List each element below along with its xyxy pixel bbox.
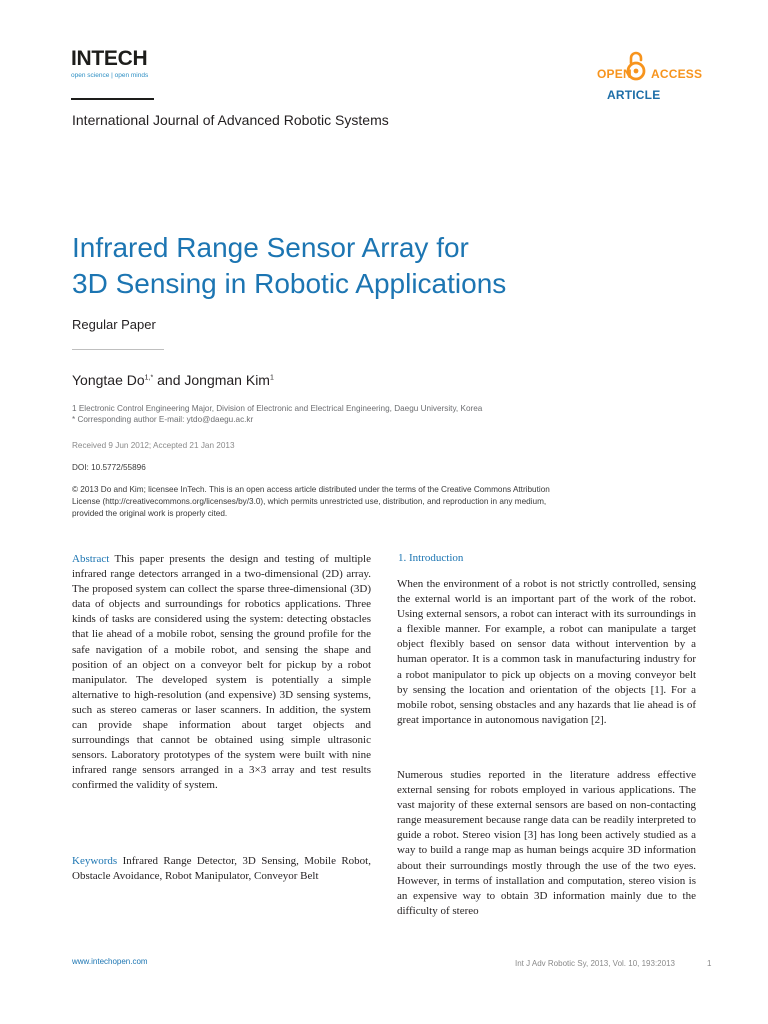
publisher-logo	[71, 48, 155, 80]
logo-tagline: open science | open minds	[71, 72, 149, 79]
paper-type-rule	[72, 349, 164, 350]
author-list	[72, 372, 274, 388]
open-access-lock-icon	[626, 51, 646, 81]
license-statement: © 2013 Do and Kim; licensee InTech. This is an open access article distributed under the terms of the Creative Commons Attribution License (http://creativecommons.org/licenses/by/3.0), which permits unrestricted use, distribution, and reproduction in any medium, provided the original work is properly cited.	[72, 485, 550, 518]
logo-rule	[71, 98, 154, 100]
author-2: and Jongman Kim	[153, 372, 270, 388]
introduction-paragraph: Numerous studies reported in the literature address effective external sensing for robots employed in various applications. The vast majority of these external sensors are based on non-contacting range measurement because range data can be readily interpreted to guide a robot. Stereo vision [3] has long been actively studied as a way to build a range map as human beings acquire 3D information about their surroundings mostly through the use of the two eyes. However, in terms of installation and computation, stereo vision is an expensive way to obtain 3D information mainly due to the difficulty of stereo	[397, 769, 696, 917]
abstract-text: This paper presents the design and testing of multiple infrared range detectors arranged in a two-dimensional (2D) array. The proposed system can collect the sparse three-dimensional (3D) data of objects and surroundings for robotics applications. Three kinds of tasks are considered using the system: detecting obstacles that lie ahead of a mobile robot, sensing the ground profile for the safe navigation of a mobile robot, and sensing the shape and position of an object on a conveyor belt for pickup by a robot manipulator. The developed system is potentially a simple alternative to high-resolution (and expensive) 3D sensing systems, such as stereo cameras or laser scanners. In addition, the system can provide shape information about target objects and surroundings that cannot be obtained using simple ultrasonic sensors. Laboratory prototypes of the system were built with nine infrared range sensors arranged in a 3×3 array and test results confirmed the validity of system.	[72, 553, 371, 792]
received-accepted-dates: Received 9 Jun 2012; Accepted 21 Jan 2013	[72, 441, 235, 450]
footer-citation: Int J Adv Robotic Sy, 2013, Vol. 10, 193:2013	[515, 959, 675, 968]
title-line-2: 3D Sensing in Robotic Applications	[72, 268, 507, 299]
introduction-paragraph: When the environment of a robot is not strictly controlled, sensing the external world is an important part of the work of the robot. Using external sensors, a robot can interact with its surroundings in a flexible manner. For example, a robot can manipulate a target object flexibly based on sensor data without intervention by a human operator. It is a common task in manufacturing industry for a robot manipulator to pick up objects on a moving conveyor belt by sensing the location and orientation of the objects [1]. For a mobile robot, sensing obstacles and any hazards that lie ahead is of great importance in autonomous navigation [2].	[397, 578, 696, 726]
logo-name: INTECH	[71, 47, 148, 70]
publisher-url[interactable]: www.intechopen.com	[72, 957, 148, 966]
author-2-affiliation-mark: 1	[269, 374, 274, 382]
paper-title	[72, 230, 692, 302]
journal-name: International Journal of Advanced Robotic Systems	[72, 112, 389, 128]
keywords	[72, 854, 371, 884]
corresponding-author: * Corresponding author E-mail: ytdo@daegu.ac.kr	[72, 415, 254, 424]
author-1: Yongtae Do	[72, 372, 145, 388]
paper-type: Regular Paper	[72, 317, 156, 332]
author-1-affiliation-mark: 1,*	[144, 374, 154, 382]
open-access-access-label: ACCESS	[651, 67, 703, 81]
abstract	[72, 552, 371, 794]
abstract-label: Abstract	[72, 553, 110, 565]
open-access-open-label: OPEN	[597, 67, 632, 81]
affiliation: 1 Electronic Control Engineering Major, Division of Electronic and Electrical Engineering, Daegu University, Korea	[72, 404, 483, 413]
title-line-1: Infrared Range Sensor Array for	[72, 232, 469, 263]
keywords-label: Keywords	[72, 855, 118, 867]
page-number: 1	[707, 959, 712, 968]
keywords-text: Infrared Range Detector, 3D Sensing, Mobile Robot, Obstacle Avoidance, Robot Manipulator, Conveyor Belt	[72, 855, 371, 883]
open-access-article-label: ARTICLE	[607, 88, 661, 102]
section-heading-introduction: 1. Introduction	[398, 552, 464, 564]
doi: DOI: 10.5772/55896	[72, 463, 146, 472]
